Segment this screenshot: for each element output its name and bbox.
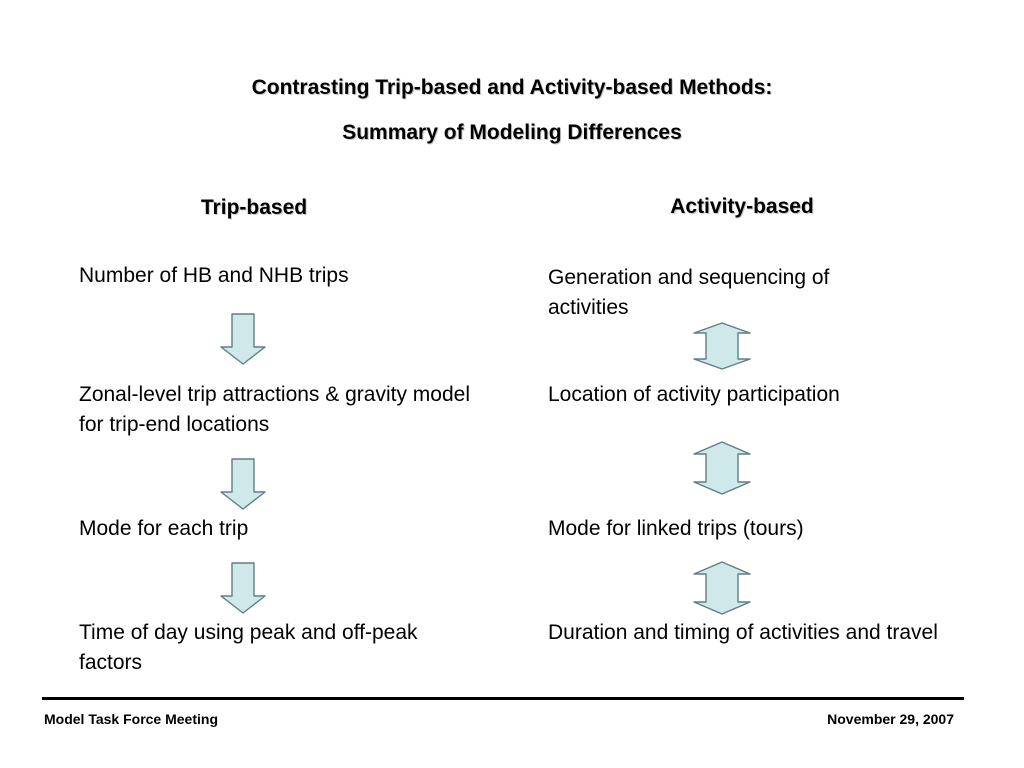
up-down-arrow-icon bbox=[692, 322, 752, 370]
trip-based-step-1: Number of HB and NHB trips bbox=[79, 264, 349, 287]
trip-based-step-2: Zonal-level trip attractions & gravity model for trip-end locations bbox=[79, 383, 470, 436]
slide-title: Contrasting Trip-based and Activity-based Methods: bbox=[251, 76, 773, 99]
trip-based-step-3: Mode for each trip bbox=[79, 517, 249, 540]
trip-based-heading: Trip-based bbox=[200, 196, 308, 219]
down-arrow-icon bbox=[219, 458, 267, 510]
activity-based-step-2: Location of activity participation bbox=[548, 383, 840, 406]
footer-divider bbox=[42, 697, 964, 700]
activity-based-step-4: Duration and timing of activities and travel bbox=[548, 621, 938, 644]
footer-meeting-name: Model Task Force Meeting bbox=[44, 711, 218, 727]
footer-date: November 29, 2007 bbox=[827, 711, 954, 727]
slide-subtitle: Summary of Modeling Differences bbox=[342, 121, 682, 144]
activity-based-step-1: Generation and sequencing of activities bbox=[548, 266, 830, 319]
trip-based-step-4: Time of day using peak and off-peak factors bbox=[79, 621, 418, 674]
up-down-arrow-icon bbox=[692, 441, 752, 495]
up-down-arrow-icon bbox=[692, 561, 752, 615]
down-arrow-icon bbox=[219, 313, 267, 365]
down-arrow-icon bbox=[219, 562, 267, 614]
activity-based-step-3: Mode for linked trips (tours) bbox=[548, 517, 804, 540]
activity-based-heading: Activity-based bbox=[670, 195, 814, 218]
